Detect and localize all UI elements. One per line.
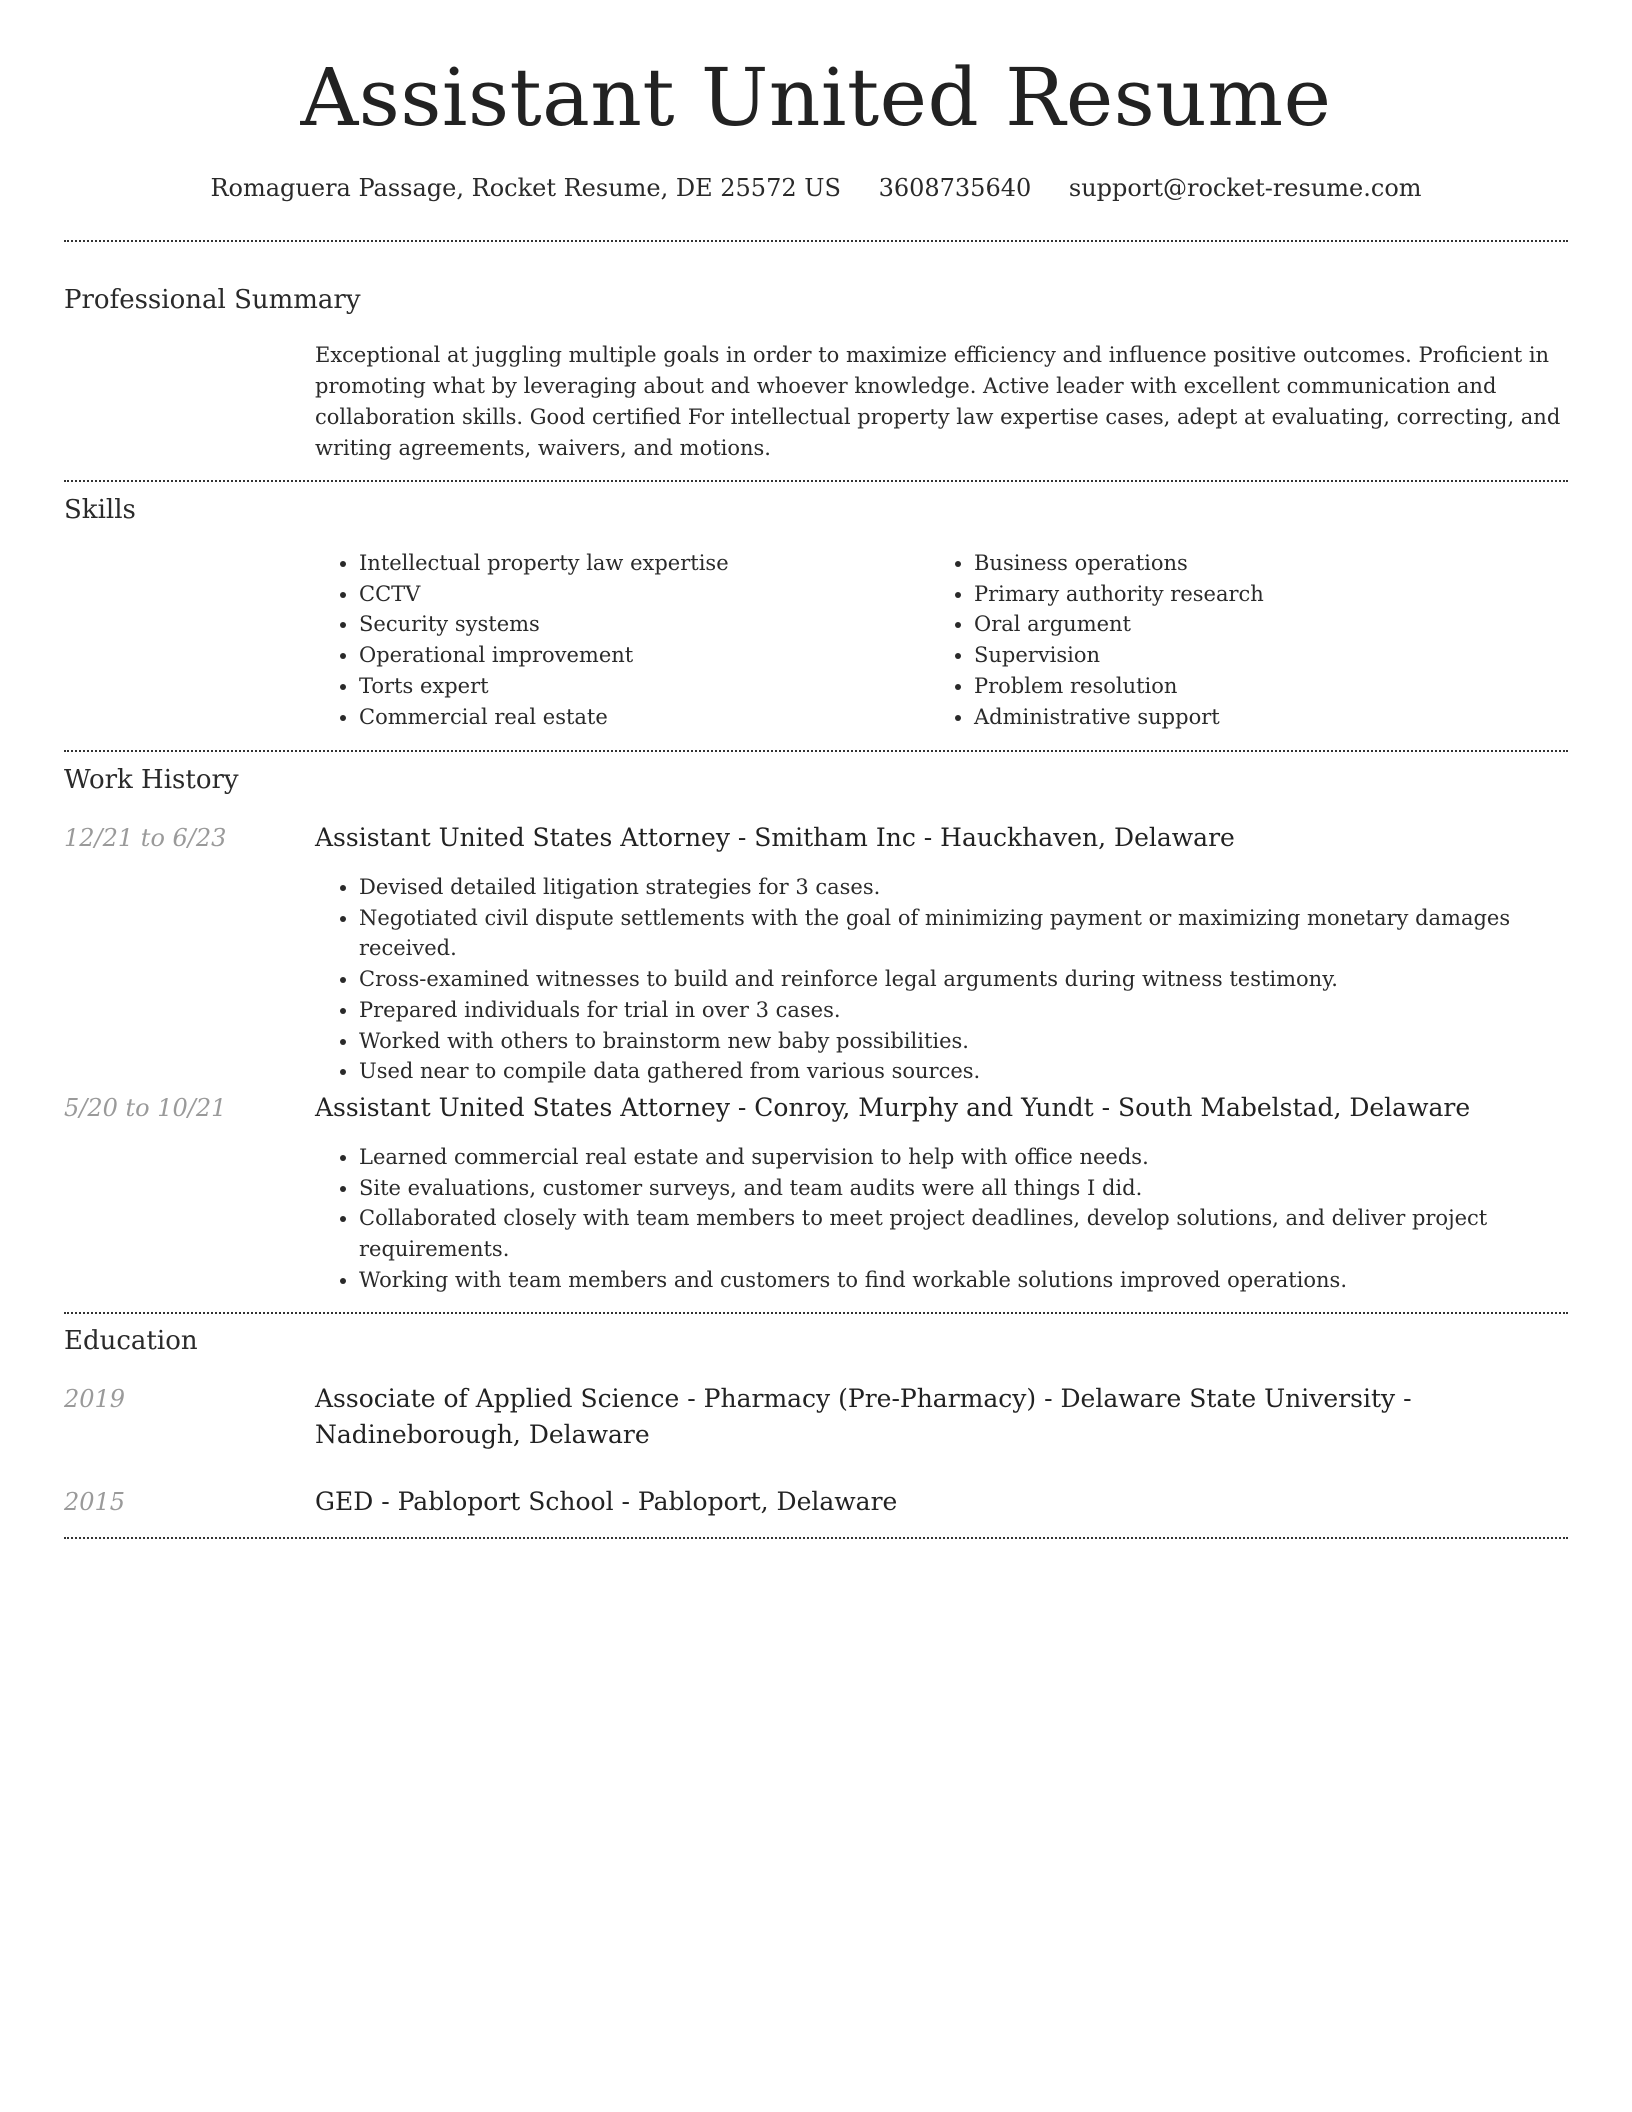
section-divider [64,240,1568,242]
skill-item: • Primary authority research [974,579,1550,610]
job-date: 5/20 to 10/21 [64,1094,227,1122]
job-bullet: • Negotiated civil dispute settlements with the goal of minimizing payment or maximizing monetary damages received. [359,903,1577,964]
job-bullet: • Collaborated closely with team members to meet project deadlines, develop solutions, and deliver project requirements. [359,1203,1577,1264]
section-divider [64,1537,1568,1539]
job-bullets [315,872,1577,1087]
job-bullet: • Learned commercial real estate and supervision to help with office needs. [359,1142,1577,1173]
section-divider [64,1312,1568,1314]
job-bullet: • Working with team members and customers to find workable solutions improved operations. [359,1265,1577,1296]
job-bullet: • Cross-examined witnesses to build and reinforce legal arguments during witness testimony. [359,964,1577,995]
job-title: Assistant United States Attorney - Conroy, Murphy and Yundt - South Mabelstad, Delaware [315,1093,1471,1122]
skill-item: • Intellectual property law expertise [359,548,915,579]
job-bullet: • Site evaluations, customer surveys, and team audits were all things I did. [359,1173,1577,1204]
skill-item: • Administrative support [974,702,1550,733]
skill-item: • Security systems [359,609,915,640]
skill-item: • Operational improvement [359,640,915,671]
contact-line [0,170,1632,206]
skills-heading: Skills [64,495,136,525]
contact-email: support@rocket-resume.com [1068,174,1422,202]
work-heading: Work History [64,765,239,795]
job-bullet: • Used near to compile data gathered from various sources. [359,1056,1577,1087]
education-title: GED - Pabloport School - Pabloport, Delaware [315,1487,898,1516]
resume-name: Assistant United Resume [300,51,1332,144]
skill-item: • CCTV [359,579,915,610]
education-heading: Education [64,1326,198,1356]
skill-item: • Business operations [974,548,1550,579]
contact-address: Romaguera Passage, Rocket Resume, DE 25572 US [210,174,841,202]
summary-heading: Professional Summary [64,285,361,315]
education-date: 2015 [64,1488,126,1516]
section-divider [64,750,1568,752]
summary-text: Exceptional at juggling multiple goals in order to maximize efficiency and influence positive outcomes. Proficient in promoting what by leveraging about and whoever knowledge. Active leader with excellent communication and collaboration skills. Good certified For intellectual property law expertise cases, adept at evaluating, correcting, and writing agreements, waivers, and motions. [315,343,1561,460]
job-title: Assistant United States Attorney - Smitham Inc - Hauckhaven, Delaware [315,823,1235,852]
education-title: Associate of Applied Science - Pharmacy (Pre-Pharmacy) - Delaware State University - Nadineborough, Delaware [315,1384,1412,1449]
job-date: 12/21 to 6/23 [64,824,227,852]
section-divider [64,480,1568,482]
skill-item: • Oral argument [974,609,1550,640]
skill-item: • Commercial real estate [359,702,915,733]
contact-phone: 3608735640 [878,174,1032,202]
skills-column-left [315,548,915,732]
education-date: 2019 [64,1385,126,1413]
skills-column-right [930,548,1550,732]
skill-item: • Problem resolution [974,671,1550,702]
job-bullet: • Devised detailed litigation strategies for 3 cases. [359,872,1577,903]
job-bullets [315,1142,1577,1296]
skill-item: • Torts expert [359,671,915,702]
skill-item: • Supervision [974,640,1550,671]
job-bullet: • Worked with others to brainstorm new baby possibilities. [359,1026,1577,1057]
job-bullet: • Prepared individuals for trial in over 3 cases. [359,995,1577,1026]
